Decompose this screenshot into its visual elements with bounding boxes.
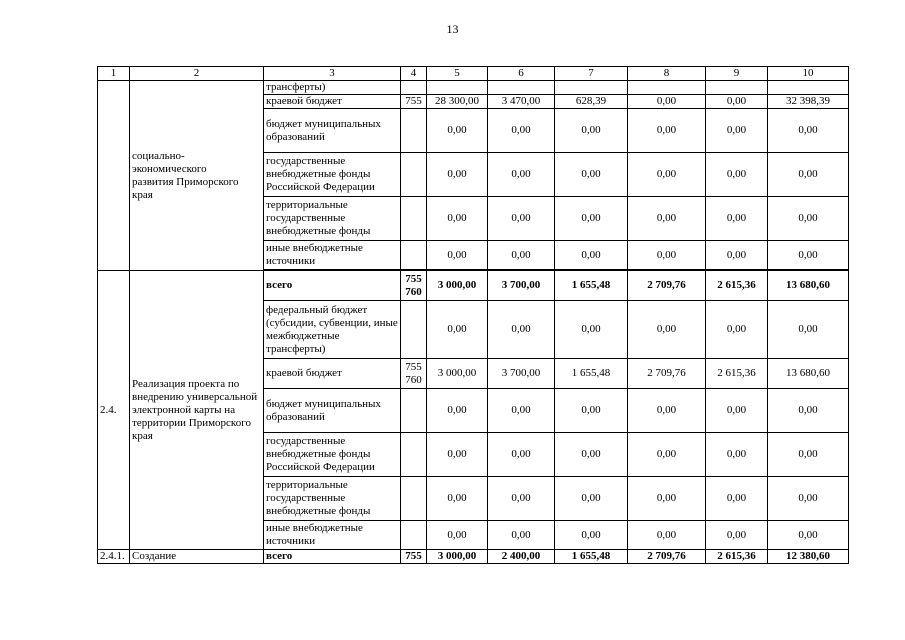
code-cell	[401, 433, 427, 477]
value-cell: 2 615,36	[706, 359, 768, 389]
funding-source-cell: иные внебюджетные источники	[264, 521, 401, 550]
value-cell: 0,00	[768, 301, 849, 359]
value-cell: 0,00	[555, 301, 628, 359]
value-cell: 28 300,00	[427, 95, 488, 109]
value-cell: 2 400,00	[488, 550, 555, 564]
value-cell: 0,00	[706, 433, 768, 477]
value-cell: 3 000,00	[427, 271, 488, 301]
code-cell	[401, 197, 427, 241]
code-cell: 755 760	[401, 271, 427, 301]
code-cell	[401, 81, 427, 95]
value-cell: 0,00	[706, 153, 768, 197]
value-cell: 0,00	[768, 477, 849, 521]
funding-source-cell: бюджет муниципальных образований	[264, 109, 401, 153]
funding-source-cell: государственные внебюджетные фонды Российской Федерации	[264, 153, 401, 197]
code-cell	[401, 301, 427, 359]
value-cell: 0,00	[488, 477, 555, 521]
row-number-cell: 2.4.1.	[98, 550, 130, 564]
row-number-cell	[98, 81, 130, 271]
value-cell: 3 470,00	[488, 95, 555, 109]
value-cell: 0,00	[427, 433, 488, 477]
code-cell	[401, 477, 427, 521]
table-row	[98, 271, 849, 301]
value-cell: 2 709,76	[628, 271, 706, 301]
value-cell: 1 655,48	[555, 359, 628, 389]
value-cell: 32 398,39	[768, 95, 849, 109]
value-cell: 0,00	[555, 389, 628, 433]
header-row	[98, 67, 849, 81]
code-cell: 755	[401, 95, 427, 109]
value-cell: 0,00	[488, 433, 555, 477]
header-cell: 1	[98, 67, 130, 81]
value-cell: 0,00	[768, 521, 849, 550]
funding-source-cell: бюджет муниципальных образований	[264, 389, 401, 433]
header-cell: 3	[264, 67, 401, 81]
table-row	[98, 81, 849, 95]
value-cell: 1 655,48	[555, 550, 628, 564]
value-cell: 13 680,60	[768, 359, 849, 389]
header-cell: 10	[768, 67, 849, 81]
header-cell: 4	[401, 67, 427, 81]
program-name-cell: Реализация проекта по внедрению универсальной электронной карты на территории Приморского края	[130, 271, 264, 550]
code-cell	[401, 109, 427, 153]
header-cell: 7	[555, 67, 628, 81]
value-cell: 0,00	[628, 301, 706, 359]
header-cell: 8	[628, 67, 706, 81]
funding-source-cell: федеральный бюджет (субсидии, субвенции, иные межбюджетные трансферты)	[264, 301, 401, 359]
table-row	[98, 550, 849, 564]
value-cell: 0,00	[427, 477, 488, 521]
funding-source-cell: всего	[264, 550, 401, 564]
value-cell: 0,00	[706, 301, 768, 359]
value-cell: 0,00	[628, 95, 706, 109]
value-cell: 0,00	[427, 301, 488, 359]
value-cell: 0,00	[488, 241, 555, 270]
value-cell: 3 000,00	[427, 359, 488, 389]
value-cell	[706, 81, 768, 95]
value-cell: 0,00	[768, 433, 849, 477]
funding-source-cell: территориальные государственные внебюджетные фонды	[264, 477, 401, 521]
value-cell: 0,00	[628, 153, 706, 197]
value-cell: 0,00	[706, 95, 768, 109]
value-cell: 0,00	[706, 197, 768, 241]
value-cell: 12 380,60	[768, 550, 849, 564]
value-cell: 2 709,76	[628, 359, 706, 389]
header-cell: 2	[130, 67, 264, 81]
value-cell: 0,00	[555, 197, 628, 241]
row-number-cell: 2.4.	[98, 271, 130, 550]
value-cell: 0,00	[628, 197, 706, 241]
value-cell: 0,00	[706, 109, 768, 153]
value-cell: 3 700,00	[488, 359, 555, 389]
value-cell: 0,00	[768, 109, 849, 153]
value-cell: 0,00	[427, 521, 488, 550]
program-name-cell: Создание	[130, 550, 264, 564]
value-cell: 0,00	[427, 197, 488, 241]
value-cell	[555, 81, 628, 95]
value-cell: 0,00	[488, 389, 555, 433]
value-cell: 3 000,00	[427, 550, 488, 564]
value-cell: 0,00	[555, 153, 628, 197]
program-name-line: края	[132, 188, 153, 201]
program-name-line: развития Приморского	[132, 175, 239, 188]
value-cell: 1 655,48	[555, 271, 628, 301]
value-cell: 0,00	[706, 521, 768, 550]
value-cell: 0,00	[555, 109, 628, 153]
value-cell: 0,00	[555, 521, 628, 550]
value-cell: 2 615,36	[706, 550, 768, 564]
value-cell: 13 680,60	[768, 271, 849, 301]
value-cell: 0,00	[768, 241, 849, 270]
value-cell: 0,00	[628, 521, 706, 550]
value-cell: 0,00	[427, 153, 488, 197]
value-cell: 0,00	[628, 389, 706, 433]
funding-source-cell: государственные внебюджетные фонды Российской Федерации	[264, 433, 401, 477]
value-cell: 0,00	[706, 241, 768, 270]
page-number: 13	[446, 22, 459, 36]
funding-source-cell: трансферты)	[264, 81, 401, 95]
value-cell: 2 709,76	[628, 550, 706, 564]
value-cell: 0,00	[488, 301, 555, 359]
value-cell: 0,00	[628, 477, 706, 521]
budget-table	[97, 66, 849, 564]
value-cell: 0,00	[628, 241, 706, 270]
code-cell	[401, 153, 427, 197]
header-cell: 5	[427, 67, 488, 81]
value-cell: 0,00	[488, 521, 555, 550]
value-cell: 0,00	[427, 109, 488, 153]
value-cell	[427, 81, 488, 95]
value-cell: 0,00	[706, 477, 768, 521]
value-cell: 0,00	[555, 477, 628, 521]
value-cell: 0,00	[427, 389, 488, 433]
funding-source-cell: краевой бюджет	[264, 359, 401, 389]
value-cell: 0,00	[427, 241, 488, 270]
header-cell: 9	[706, 67, 768, 81]
program-name-line: экономического	[132, 162, 207, 175]
code-cell	[401, 241, 427, 270]
value-cell: 0,00	[488, 109, 555, 153]
value-cell: 2 615,36	[706, 271, 768, 301]
value-cell	[488, 81, 555, 95]
value-cell: 0,00	[768, 197, 849, 241]
funding-source-cell: территориальные государственные внебюджетные фонды	[264, 197, 401, 241]
value-cell: 0,00	[488, 197, 555, 241]
value-cell: 0,00	[555, 241, 628, 270]
value-cell: 0,00	[488, 153, 555, 197]
funding-source-cell: краевой бюджет	[264, 95, 401, 109]
value-cell	[628, 81, 706, 95]
value-cell: 0,00	[628, 433, 706, 477]
value-cell: 3 700,00	[488, 271, 555, 301]
code-cell: 755 760	[401, 359, 427, 389]
value-cell: 0,00	[768, 389, 849, 433]
funding-source-cell: всего	[264, 271, 401, 301]
funding-source-cell: иные внебюджетные источники	[264, 241, 401, 270]
program-name-cell	[130, 81, 264, 271]
code-cell	[401, 389, 427, 433]
value-cell: 0,00	[768, 153, 849, 197]
header-cell: 6	[488, 67, 555, 81]
value-cell	[768, 81, 849, 95]
code-cell: 755	[401, 550, 427, 564]
value-cell: 0,00	[628, 109, 706, 153]
value-cell: 0,00	[706, 389, 768, 433]
value-cell: 0,00	[555, 433, 628, 477]
program-name-line: социально-	[132, 149, 185, 162]
value-cell: 628,39	[555, 95, 628, 109]
code-cell	[401, 521, 427, 550]
